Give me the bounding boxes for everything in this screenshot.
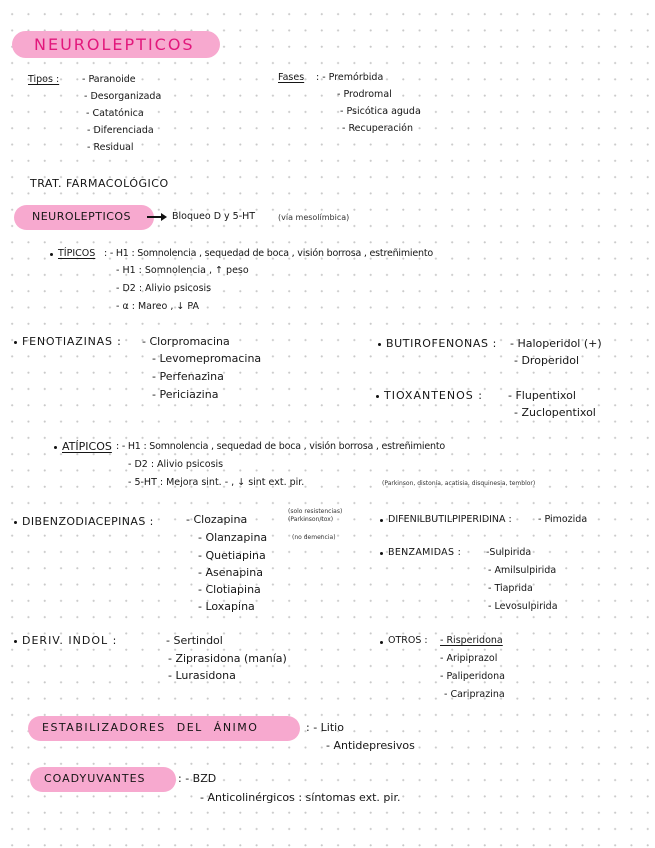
estabilizadores-item: : - Litio xyxy=(306,721,344,734)
otros-item: - Risperidona xyxy=(440,635,503,646)
tipicos-item: - D2 : Alivio psicosis xyxy=(116,283,212,294)
indol-item: - Ziprasidona (manía) xyxy=(168,652,287,665)
tioxantenos-item: - Flupentixol xyxy=(508,389,576,402)
otros-item: - Aripiprazol xyxy=(440,653,498,664)
dibenzo-item: - Clozapina xyxy=(186,513,248,526)
dibenzo-item: - Loxapina xyxy=(198,600,255,613)
estabilizadores-item: - Antidepresivos xyxy=(326,739,415,752)
atipicos-item: - 5-HT : Mejora sint. - , ↓ sint ext. pir. xyxy=(128,477,305,488)
tipicos-item: - α : Mareo , ↓ PA xyxy=(116,301,199,312)
dibenzo-item: - Asenapina xyxy=(198,566,263,579)
fases-item: : - Premórbida xyxy=(316,72,384,83)
coadyuvantes-label: COADYUVANTES xyxy=(44,772,146,785)
benzamidas-item: - Levosulpirida xyxy=(488,601,558,612)
dibenzo-item: - Olanzapina xyxy=(198,531,268,544)
fases-item: - Recuperación xyxy=(342,123,414,134)
bullet xyxy=(380,519,383,522)
neurolepticos-note: (vía mesolímbica) xyxy=(278,213,350,222)
butirofenonas-item: - Haloperidol (+) xyxy=(510,337,602,350)
fenotiazinas-item: - Clorpromacina xyxy=(142,335,230,348)
olanzapina-note: (no demencia) xyxy=(292,534,336,541)
tioxantenos-label: TIOXANTENOS : xyxy=(384,389,483,402)
arrow-icon xyxy=(146,212,168,222)
tipos-item: - Paranoide xyxy=(82,74,136,85)
neurolepticos-text: Bloqueo D y 5-HT xyxy=(172,211,256,222)
bullet xyxy=(14,341,17,344)
dibenzo-item: - Quetiapina xyxy=(198,549,266,562)
bullet xyxy=(14,521,17,524)
atipicos-label: ATÍPICOS xyxy=(62,440,112,453)
otros-item: - Paliperidona xyxy=(440,671,505,682)
indol-item: - Lurasidona xyxy=(168,669,236,682)
bullet xyxy=(14,640,17,643)
bullet xyxy=(380,641,383,644)
atipicos-item: - D2 : Alivio psicosis xyxy=(128,459,224,470)
atipicos-note: (Parkinson, distonía, acatisia, disquinesia, temblor) xyxy=(382,480,536,487)
tipicos-item: - H1 : Somnolencia , ↑ peso xyxy=(116,265,249,276)
tipicos-item: : - H1 : Somnolencia , sequedad de boca , visión borrosa , estreñimiento xyxy=(104,248,433,259)
dibenzo-label: DIBENZODIACEPINAS : xyxy=(22,515,154,528)
dibenzo-item: - Clotiapina xyxy=(198,583,261,596)
fases-item: - Psicótica aguda xyxy=(340,106,421,117)
bullet xyxy=(378,343,381,346)
coadyuvantes-item: : - BZD xyxy=(178,772,217,785)
benzamidas-item: -Sulpirida xyxy=(486,547,532,558)
fenotiazinas-item: - Levomepromacina xyxy=(152,352,262,365)
fases-label: Fases xyxy=(278,72,305,83)
benzamidas-item: - Amilsulpirida xyxy=(488,565,557,576)
tipicos-label: TÍPICOS xyxy=(58,248,96,259)
difenil-label: DIFENILBUTILPIPERIDINA : xyxy=(388,514,512,525)
bullet xyxy=(54,446,57,449)
tipos-label: Tipos : xyxy=(28,74,60,85)
otros-item: - Cariprazina xyxy=(444,689,505,700)
neurolepticos-label: NEUROLEPTICOS xyxy=(32,210,132,223)
clozapina-note: (Parkinson/tox) xyxy=(288,516,334,523)
benzamidas-label: BENZAMIDAS : xyxy=(388,547,462,558)
atipicos-item: : - H1 : Somnolencia , sequedad de boca , visión borrosa , estreñimiento xyxy=(116,441,445,452)
otros-label: OTROS : xyxy=(388,635,428,646)
benzamidas-item: - Tiaprida xyxy=(488,583,533,594)
bullet xyxy=(50,253,53,256)
trat-heading: TRAT. FARMACOLÓGICO xyxy=(30,177,169,190)
indol-item: - Sertindol xyxy=(166,634,223,647)
clozapina-note: (solo resistencias) xyxy=(288,508,343,515)
fenotiazinas-item: - Periciazina xyxy=(152,388,219,401)
indol-label: DERIV. INDOL : xyxy=(22,634,118,647)
tipos-item: - Residual xyxy=(87,142,134,153)
fenotiazinas-item: - Perfenazina xyxy=(152,370,224,383)
tipos-item: - Desorganizada xyxy=(84,91,162,102)
coadyuvantes-item: - Anticolinérgicos : síntomas ext. pir. xyxy=(200,791,401,804)
tipos-item: - Diferenciada xyxy=(87,125,154,136)
estabilizadores-label: ESTABILIZADORES DEL ÁNIMO xyxy=(42,721,259,734)
bullet xyxy=(376,395,379,398)
tioxantenos-item: - Zuclopentixol xyxy=(514,406,596,419)
fenotiazinas-label: FENOTIAZINAS : xyxy=(22,335,122,348)
fases-item: - Prodromal xyxy=(337,89,392,100)
page-title: NEUROLEPTICOS xyxy=(34,35,195,54)
bullet xyxy=(380,552,383,555)
tipos-item: - Catatónica xyxy=(86,108,144,119)
difenil-item: - Pimozida xyxy=(538,514,588,525)
butirofenonas-item: - Droperidol xyxy=(514,354,580,367)
butirofenonas-label: BUTIROFENONAS : xyxy=(386,337,497,350)
